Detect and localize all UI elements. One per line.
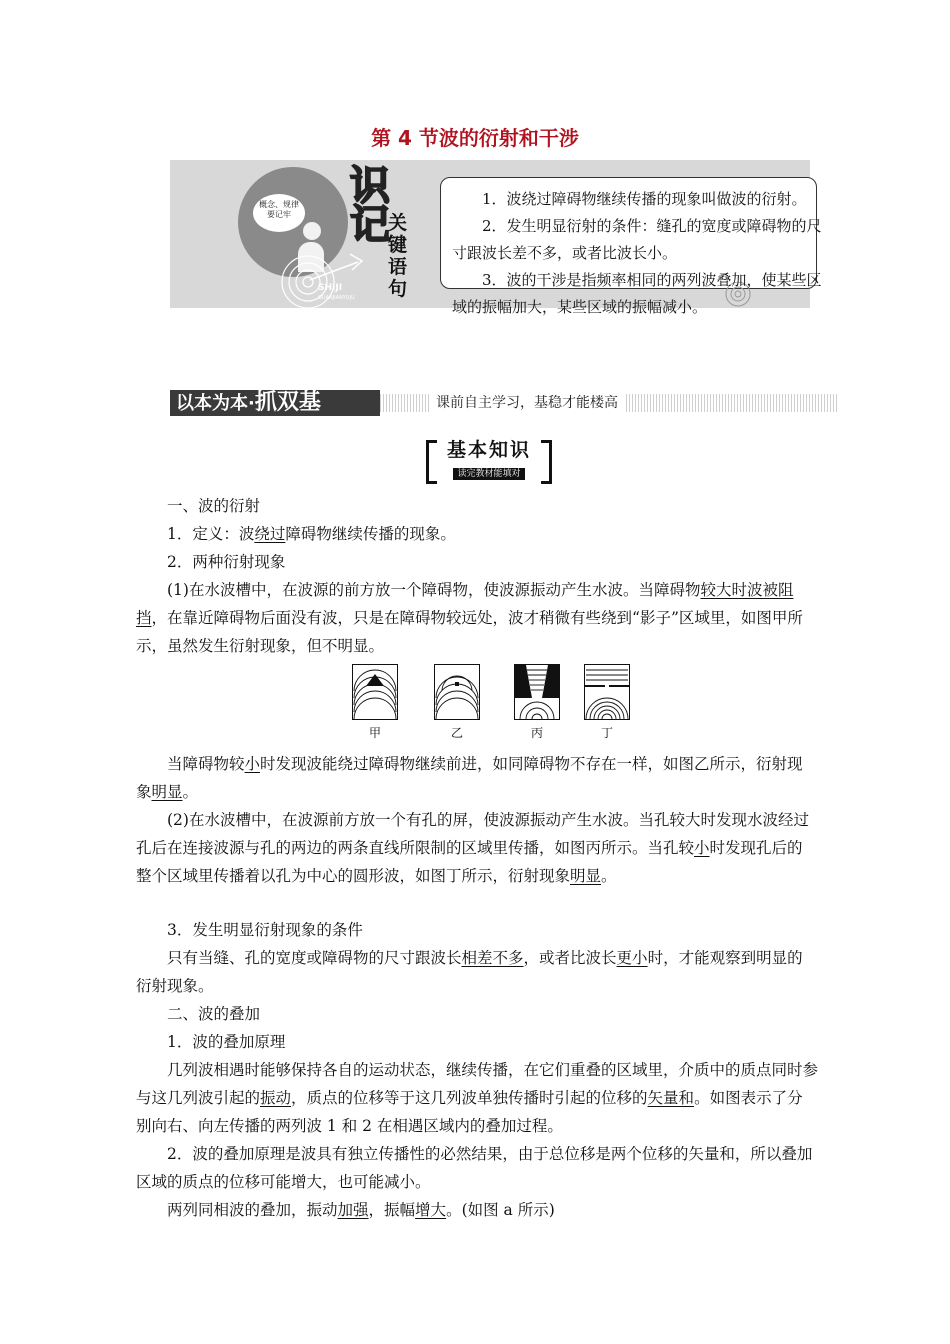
shiji-sub-label: GUANJIANYUJU [318,295,355,301]
speech-line-2: 要记牢 [267,210,291,219]
text: 时发现孔后的整个区域里传播着以孔为中心的圆形波，如图丁所示，衍射现象 [136,839,803,885]
paragraph [136,944,818,1000]
figure-label: 甲 [368,726,381,740]
text: 两列同相波的叠加，振动 [167,1201,338,1219]
paragraph: 1．波的叠加原理 [167,1033,286,1051]
key-point: 3．波的干涉是指频率相同的两列波叠加，使某些区域的振幅加大，某些区域的振幅减小。 [452,271,822,316]
text: ，在靠近障碍物后面没有波，只是在障碍物较远处，波才稍微有些绕到“影子”区域里，如图甲所示，虽然发生衍射现象，但不明显。 [136,609,803,655]
text: 。(如图 a 所示) [446,1201,555,1219]
speech-line-1: 概念、规律 [259,200,299,209]
blank-answer: 加强 [337,1201,369,1219]
paragraph: 一、波的衍射 [167,497,261,515]
figure-ding [584,664,630,740]
basic-knowledge-heading [426,440,552,478]
blank-answer: 相差不多 [461,949,524,967]
text: 只有当缝、孔的宽度或障碍物的尺寸跟波长 [167,949,462,967]
section-title-a: 以本为本· [176,393,255,414]
text: ，或者比波长 [523,949,617,967]
content-body [136,492,818,1224]
paragraph: 3．发生明显衍射现象的条件 [167,921,363,939]
person-icon [303,222,321,240]
key-points-text [452,186,822,321]
keyword-char: 语 [388,256,408,278]
paragraph [136,750,818,806]
section-bar-subtitle: 课前自主学习，基稳才能楼高 [430,392,624,414]
speech-bubble [253,194,305,232]
figure-jia [352,664,398,740]
page-title: 第 4 节波的衍射和干涉 [371,126,579,150]
text: 。如图表示了分别向右、向左传播的两列波 1 和 2 在相遇区域内的叠加过程。 [136,1089,803,1135]
paragraph: 2．两种衍射现象 [167,553,286,571]
diffraction-figures [352,664,642,744]
blank-answer: 矢量和 [647,1089,695,1107]
keyword-char: 关 [388,212,408,234]
text: 当障碍物较 [167,755,245,773]
keyword-char: 句 [388,278,408,300]
section-bar-title [176,392,321,415]
paragraph: 二、波的叠加 [167,1005,261,1023]
paragraph [136,520,818,548]
blank-answer: 小 [244,755,261,773]
blank-answer: 较大时波被阻挡 [136,581,794,627]
keyword-char: 键 [388,234,408,256]
figure-bing [514,664,560,740]
blank-answer: 增大 [415,1201,447,1219]
blank-answer: 更小 [616,949,648,967]
bracket-right [541,440,552,484]
blank-answer: 明显 [570,867,602,885]
text: 1．定义：波 [167,525,255,543]
text: 。 [601,867,617,885]
bracket-left [426,440,437,484]
text: (1)在水波槽中，在波源的前方放一个障碍物，使波源振动产生水波。当障碍物 [167,581,701,599]
text: (2)在水波槽中，在波源前方放一个有孔的屏，使波源振动产生水波。当孔较大时发现水波经过孔后在连接波源与孔的两边的两条直线所限制的区域里传播，如图丙所示。当孔较 [136,811,809,857]
big-char-ji: 记 [350,202,390,248]
text: ，质点的位移等于这几列波单独传播时引起的位移的 [291,1089,648,1107]
blank-answer: 明显 [151,783,183,801]
text: 时发现波能绕过障碍物继续前进，如同障碍物不存在一样，如图乙所示，衍射现象 [136,755,803,801]
section-bar [170,390,838,416]
text: 几列波相遇时能够保持各自的运动状态，继续传播，在它们重叠的区域里，介质中的质点同时参与这几列波引起的 [136,1061,819,1107]
text: 时，才能观察到明显的衍射现象。 [136,949,803,995]
heading-sub: 读完教材能填对 [453,468,524,480]
blank-answer: 绕过 [254,525,286,543]
text: ，振幅 [368,1201,416,1219]
paragraph [136,1196,818,1224]
key-point: 1．波绕过障碍物继续传播的现象叫做波的衍射。 [482,190,807,208]
figure-label: 丙 [530,726,543,740]
paragraph [136,576,818,660]
figure-label: 乙 [450,726,463,740]
shiji-label: SHIJI [318,283,343,293]
figure-label: 丁 [600,726,613,740]
heading-main: 基本知识 [446,439,531,461]
blank-answer: 小 [694,839,710,857]
paragraph: 2．波的叠加原理是波具有独立传播性的必然结果，由于总位移是两个位移的矢量和，所以叠加区域的质点的位移可能增大，也可能减小。 [136,1145,813,1191]
paragraph [136,806,818,890]
figure-yi [434,664,480,740]
section-title-b: 抓双基 [254,390,321,415]
big-char-shi: 识 [350,163,390,209]
keyword-vertical-label [388,212,412,300]
text: 障碍物继续传播的现象。 [285,525,456,543]
blank-answer: 振动 [260,1089,292,1107]
key-point: 2．发生明显衍射的条件：缝孔的宽度或障碍物的尺寸跟波长差不多，或者比波长小。 [452,217,822,262]
text: 。 [182,783,199,801]
paragraph [136,1056,818,1140]
